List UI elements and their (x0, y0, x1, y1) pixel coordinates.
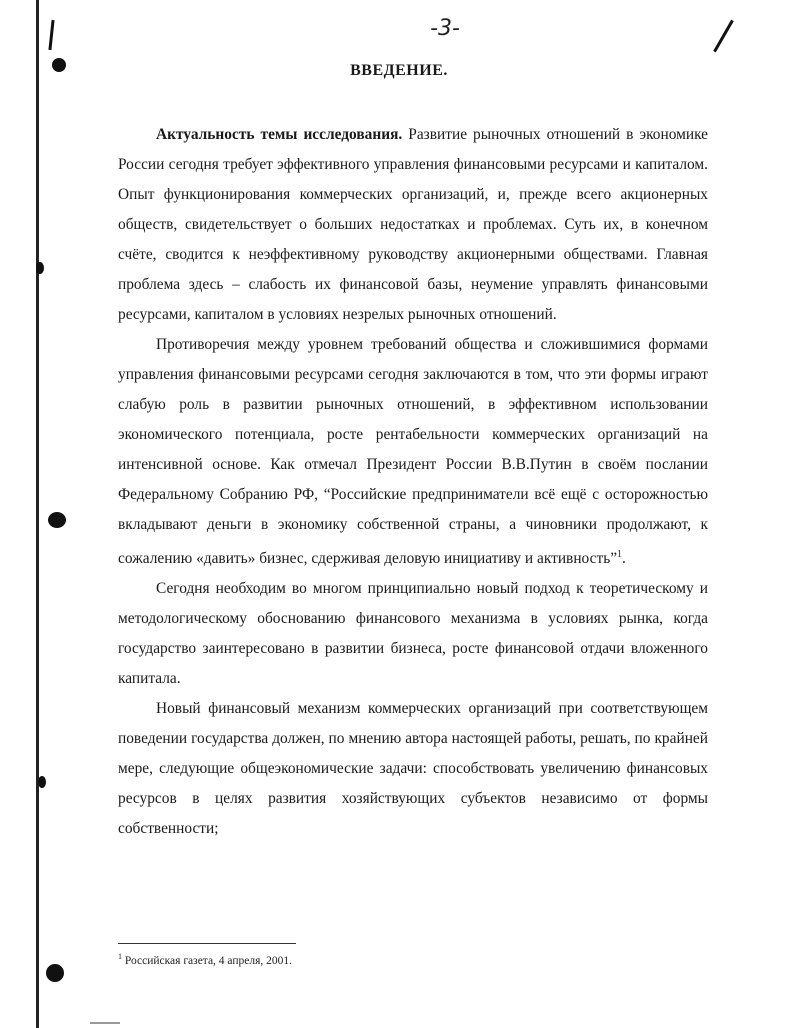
paragraph (118, 330, 708, 574)
footnote-ref: 1 (617, 549, 623, 560)
body-text (118, 120, 708, 844)
ink-blot (46, 964, 64, 982)
ink-blot (36, 262, 44, 274)
paragraph (118, 574, 708, 694)
pen-stroke-mark (713, 20, 734, 53)
footnote (118, 952, 618, 967)
section-title: ВВЕДЕНИЕ. (350, 62, 448, 79)
paragraph-lead: Актуальность темы исследования. (156, 126, 403, 143)
scan-dash (90, 1022, 120, 1024)
ink-blot (48, 512, 66, 528)
paragraph (118, 694, 708, 844)
scan-edge-line (36, 0, 39, 1028)
footnote-marker: 1 (118, 952, 122, 961)
footnote-text: Российская газета, 4 апреля, 2001. (122, 954, 293, 967)
paragraph-text: Противоречия между уровнем требований общества и сложившимися формами управления финансовыми ресурсами сегодня заключаются в том, что эти формы играют слабую роль в развитии рыночных отношений, в эффективном использовании экономического потенциала, росте рентабельности коммерческих организаций на интенсивной основе. Как отмечал Президент России В.В.Путин в своём послании Федеральному Собранию РФ, “Российские предприниматели всё ещё с осторожностью вкладывают деньги в экономику собственной страны, а чиновники продолжают, к сожалению «давить» бизнес, сдерживая деловую инициативу и активность” (118, 336, 708, 568)
footnote-rule (118, 943, 296, 944)
paragraph (118, 120, 708, 330)
page-number: -3- (430, 16, 460, 41)
pen-stroke-mark (48, 20, 54, 50)
paragraph-text: Сегодня необходим во многом принципиально новый подход к теоретическому и методологическому обоснованию финансового механизма в условиях рынка, когда государство заинтересовано в развитии бизнеса, росте финансовой отдачи вложенного капитала. (118, 580, 708, 688)
paragraph-text: . (622, 550, 626, 568)
ink-blot (38, 776, 46, 788)
paragraph-text: Новый финансовый механизм коммерческих организаций при соответствующем поведении государства должен, по мнению автора настоящей работы, решать, по крайней мере, следующие общеэкономические задачи: способствовать увеличению финансовых ресурсов в целях развития хозяйствующих субъектов независимо от формы собственности; (118, 700, 708, 838)
paragraph-text: Развитие рыночных отношений в экономике России сегодня требует эффективного управления финансовыми ресурсами и капиталом. Опыт функционирования коммерческих организаций, и, прежде всего акционерных обществ, свидетельствует о больших недостатках и проблемах. Суть их, в конечном счёте, сводится к неэффективному руководству акционерными обществами. Главная проблема здесь – слабость их финансовой базы, неумение управлять финансовыми ресурсами, капиталом в условиях незрелых рыночных отношений. (118, 126, 708, 323)
